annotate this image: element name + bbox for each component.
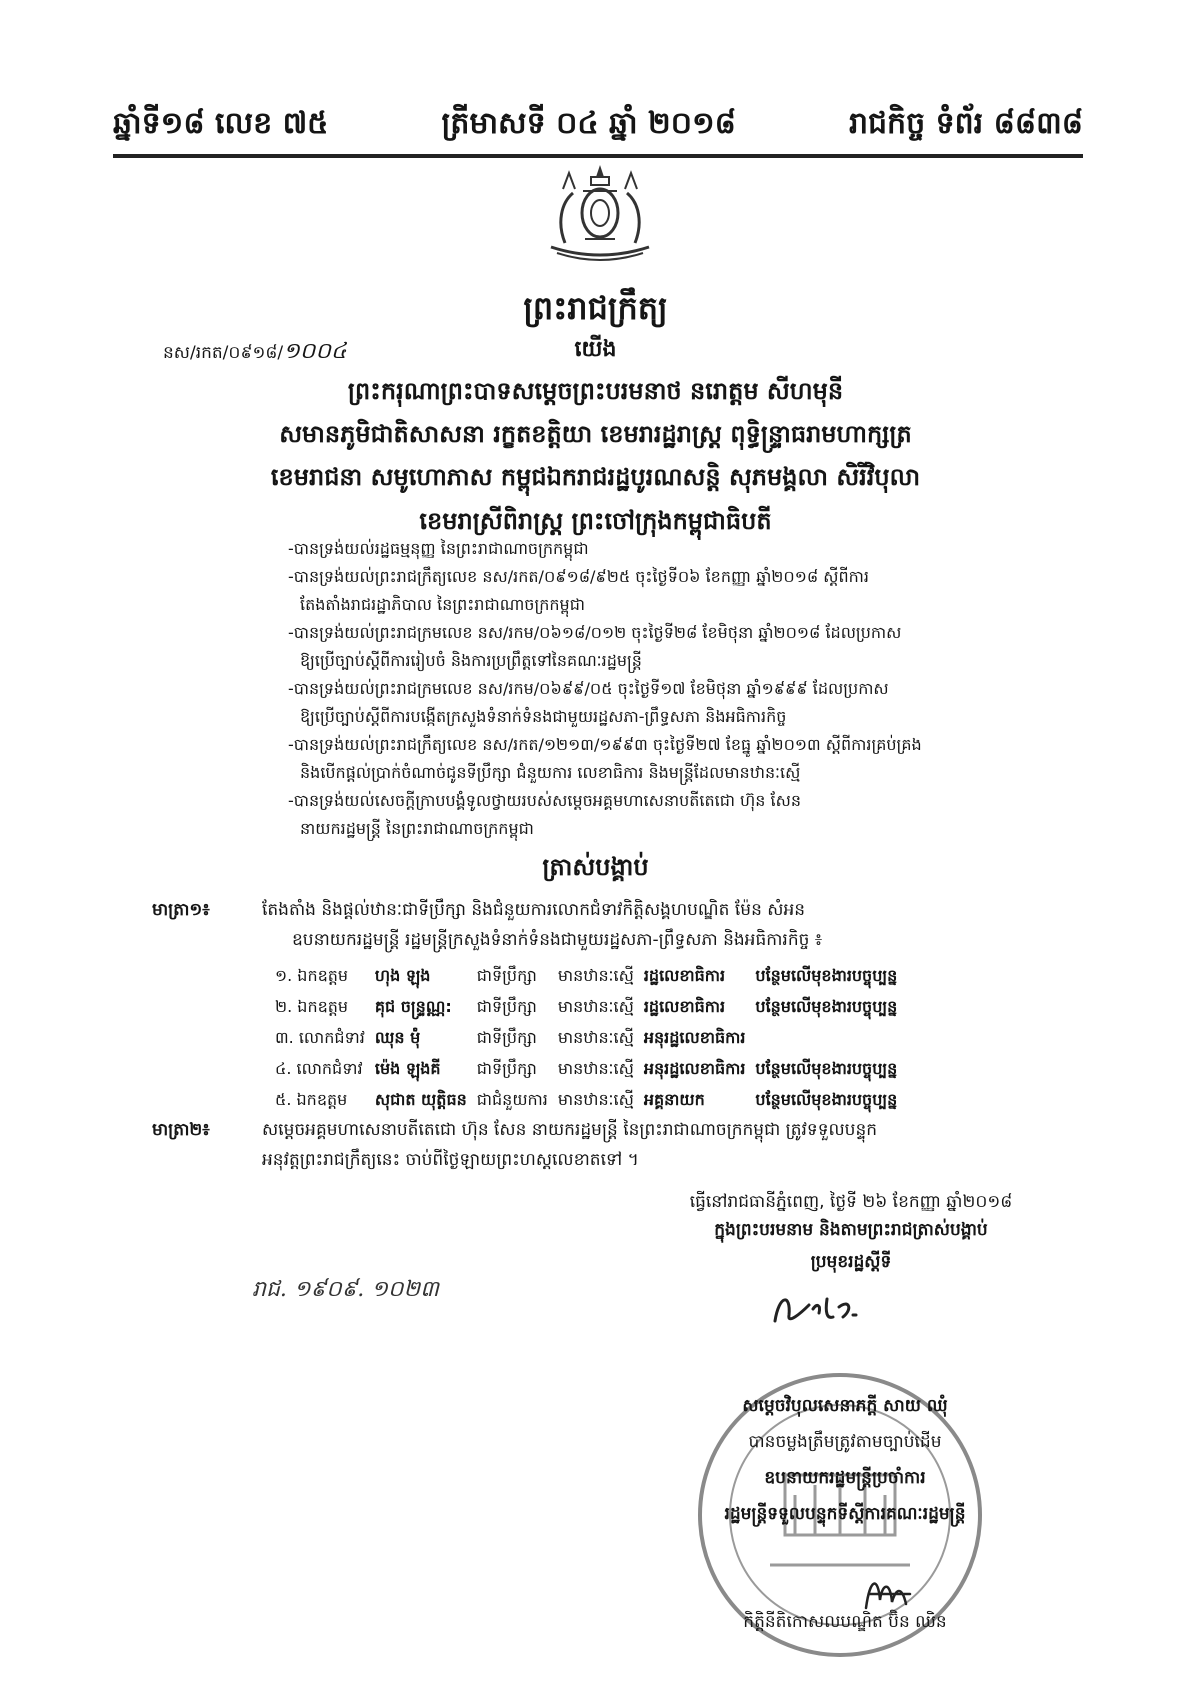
article-text: អនុវត្តព្រះរាជក្រឹត្យនេះ ចាប់ពីថ្ងៃឡាយព្រះហស្តលេខាតទៅ ។ xyxy=(262,1150,639,1170)
member-name: ហុង ឡុង xyxy=(374,965,431,985)
signing-authority xyxy=(641,1214,1061,1278)
king-title-line: សមានភូមិជាតិសាសនា រក្ខតខត្តិយា ខេមរារដ្ឋរាស្ត្រ ពុទ្ធិន្ទ្រាធរាមហាក្សត្រ xyxy=(279,420,912,449)
member-no-title: ៣. លោកជំទាវ xyxy=(275,1027,365,1047)
member-role: ជាទីប្រឹក្សា xyxy=(476,996,537,1016)
member-rank: រដ្ឋលេខាធិការ xyxy=(643,965,726,985)
member-role: ជាទីប្រឹក្សា xyxy=(476,1027,537,1047)
member-name: សុជាត យុត្តិធន xyxy=(374,1089,467,1109)
handwritten-record: រាជ. ១៩០៩. ១០២៣ xyxy=(252,1277,439,1302)
recital-line: -បានទ្រង់យល់រដ្ឋធម្មនុញ្ញ នៃព្រះរាជាណាចក្រកម្ពុជា xyxy=(288,539,589,558)
table-row xyxy=(275,1023,907,1054)
we-heading: យើង xyxy=(574,337,617,362)
royal-emblem-icon xyxy=(543,163,657,265)
signature-icon xyxy=(765,1285,885,1333)
certified-copy: បានចម្លងត្រឹមត្រូវតាមច្បាប់ដើម xyxy=(748,1432,942,1452)
orders-heading: ត្រាស់បង្គាប់ xyxy=(542,853,649,881)
king-title-block xyxy=(170,370,1021,543)
member-note: បន្ថែមលើមុខងារបច្ចុប្បន្ន xyxy=(755,1089,898,1109)
certifier-post: រដ្ឋមន្ត្រីទទួលបន្ទុកទីស្តីការគណៈរដ្ឋមន្ត្រី xyxy=(724,1504,966,1524)
king-title-line: ខេមរាជនា សមូហោភាស កម្ពុជឯករាជរដ្ឋបូរណសន្តិ សុភមង្គលា សិរីវិបុលា xyxy=(270,463,921,492)
acting-head-of-state: ប្រមុខរដ្ឋស្តីទី xyxy=(810,1252,892,1272)
decree-number-handwritten: ១០០៤ xyxy=(283,339,347,364)
place-date: ធ្វើនៅរាជធានីភ្នំពេញ, ថ្ងៃទី ២៦ ខែកញ្ញា ឆ្នាំ២០១៨ xyxy=(689,1192,1013,1212)
member-rank: រដ្ឋលេខាធិការ xyxy=(643,996,726,1016)
member-rank-lbl: មានឋានៈស្មើ xyxy=(557,1058,634,1078)
recital-line: ឱ្យប្រើច្បាប់ស្តីពីការបង្កើតក្រសួងទំនាក់ទំនងជាមួយរដ្ឋសភា-ព្រឹទ្ធសភា និងអធិការកិច្ច xyxy=(300,707,787,726)
recital-line: នាយករដ្ឋមន្ត្រី នៃព្រះរាជាណាចក្រកម្ពុជា xyxy=(300,819,534,838)
member-note: បន្ថែមលើមុខងារបច្ចុប្បន្ន xyxy=(755,1058,898,1078)
article-text: ឧបនាយករដ្ឋមន្ត្រី រដ្ឋមន្ត្រីក្រសួងទំនាក់ទំនងជាមួយរដ្ឋសភា-ព្រឹទ្ធសភា និងអធិការកិច្ច ៖ xyxy=(292,930,823,950)
member-rank: អនុរដ្ឋលេខាធិការ xyxy=(643,1058,746,1078)
signature-icon xyxy=(860,1570,920,1615)
member-no-title: ៤. លោកជំទាវ xyxy=(275,1058,363,1078)
member-note: បន្ថែមលើមុខងារបច្ចុប្បន្ន xyxy=(755,996,898,1016)
member-note: បន្ថែមលើមុខងារបច្ចុប្បន្ន xyxy=(755,965,898,985)
issue-date: ត្រីមាសទី ០៤ ឆ្នាំ ២០១៨ xyxy=(441,106,736,141)
member-rank-lbl: មានឋានៈស្មើ xyxy=(557,996,634,1016)
king-title-line: ខេមរាស្រីពិរាស្ត្រ ព្រះចៅក្រុងកម្ពុជាធិបតី xyxy=(419,506,772,535)
article-text: តែងតាំង និងផ្តល់ឋានៈជាទីប្រឹក្សា និងជំនួយការលោកជំទាវកិត្តិសង្គហបណ្ឌិត ម៉ែន សំអន xyxy=(262,900,806,920)
table-row xyxy=(275,961,907,992)
decree-number-printed: នស/រកត/០៩១៨/ xyxy=(163,343,284,363)
certifier-signer: កិត្តិនីតិកោសលបណ្ឌិត ប៊ិន ឈិន xyxy=(743,1612,947,1632)
member-rank-lbl: មានឋានៈស្មើ xyxy=(557,1027,634,1047)
member-no-title: ១. ឯកឧត្តម xyxy=(275,965,349,985)
recital-line: -បានទ្រង់យល់ព្រះរាជក្រឹត្យលេខ នស/រកត/១២១៣/១៩៩៣ ចុះថ្ងៃទី២៧ ខែធ្នូ ឆ្នាំ២០១៣ ស្តីពីការគ្រប់គ្រង xyxy=(288,735,922,754)
article-text: សម្តេចអគ្គមហាសេនាបតីតេជោ ហ៊ុន សែន នាយករដ្ឋមន្ត្រី នៃព្រះរាជាណាចក្រកម្ពុជា ត្រូវទទួលបន្ទុក xyxy=(262,1120,878,1140)
recitals-list xyxy=(288,535,1048,843)
on-behalf-line: ក្នុងព្រះបរមនាម និងតាមព្រះរាជត្រាស់បង្គាប់ xyxy=(714,1220,988,1240)
member-note xyxy=(755,1023,907,1054)
member-rank-lbl: មានឋានៈស្មើ xyxy=(557,1089,634,1109)
certification-block xyxy=(650,1388,1040,1640)
member-no-title: ២. ឯកឧត្តម xyxy=(275,996,349,1016)
recital-line: -បានទ្រង់យល់ព្រះរាជក្រមលេខ នស/រកម/០៦១៨/០១២ ចុះថ្ងៃទី២៨ ខែមិថុនា ឆ្នាំ២០១៨ ដែលប្រកាស xyxy=(288,623,902,642)
table-row xyxy=(275,992,907,1023)
gazette-header xyxy=(113,92,1083,158)
member-name: គុជ ចន្ទ្រណ្ណ: xyxy=(374,996,452,1016)
certifier-post: ឧបនាយករដ្ឋមន្ត្រីប្រចាំការ xyxy=(764,1468,926,1488)
article-label: មាត្រា១៖ xyxy=(152,900,210,920)
table-row xyxy=(275,1054,907,1085)
member-role: ជាជំនួយការ xyxy=(476,1089,548,1109)
issue-number: ឆ្នាំទី១៨ លេខ ៧៥ xyxy=(113,106,329,141)
article-label: មាត្រា២៖ xyxy=(152,1120,210,1140)
member-rank: អគ្គនាយក xyxy=(643,1089,705,1109)
table-row xyxy=(275,1085,907,1116)
member-rank: អនុរដ្ឋលេខាធិការ xyxy=(643,1027,746,1047)
recital-line: -បានទ្រង់យល់ព្រះរាជក្រឹត្យលេខ នស/រកត/០៩១៨/៩២៥ ចុះថ្ងៃទី០៦ ខែកញ្ញា ឆ្នាំ២០១៨ ស្តីពីការ xyxy=(288,567,869,586)
king-title-line: ព្រះករុណាព្រះបាទសម្តេចព្រះបរមនាថ នរោត្តម សីហមុនី xyxy=(347,377,844,405)
page-number: រាជកិច្ច ទំព័រ ៨៨៣៨ xyxy=(848,106,1083,141)
member-rank-lbl: មានឋានៈស្មើ xyxy=(557,965,634,985)
recital-line: -បានទ្រង់យល់សេចក្តីក្រាបបង្គំទូលថ្វាយរបស់សម្តេចអគ្គមហាសេនាបតីតេជោ ហ៊ុន សែន xyxy=(288,791,801,810)
certifier-name: សម្តេចវិបុលសេនាភក្តី សាយ ឈុំ xyxy=(742,1396,948,1416)
member-name: ឈុន ម៉ុំ xyxy=(374,1027,421,1047)
article-1 xyxy=(152,895,1032,955)
article-2 xyxy=(152,1115,1032,1175)
recital-line: និងបើកផ្តល់ប្រាក់ចំណាច់ជូនទីប្រឹក្សា ជំនួយការ លេខាធិការ និងមន្ត្រីដែលមានឋានៈស្មើ xyxy=(300,763,801,782)
recital-line: -បានទ្រង់យល់ព្រះរាជក្រមលេខ នស/រកម/០៦៩៩/០៥ ចុះថ្ងៃទី១៧ ខែមិថុនា ឆ្នាំ១៩៩៩ ដែលប្រកាស xyxy=(288,679,889,698)
recital-line: ឱ្យប្រើច្បាប់ស្តីពីការរៀបចំ និងការប្រព្រឹត្តទៅនៃគណៈរដ្ឋមន្ត្រី xyxy=(300,651,642,670)
decree-title: ព្រះរាជក្រឹត្យ xyxy=(523,289,668,327)
appointees-table xyxy=(275,961,907,1116)
member-name: ម៉េង ឡុងគី xyxy=(374,1058,441,1078)
recital-line: តែងតាំងរាជរដ្ឋាភិបាល នៃព្រះរាជាណាចក្រកម្ពុជា xyxy=(300,595,585,614)
member-no-title: ៥. ឯកឧត្តម xyxy=(275,1089,348,1109)
member-role: ជាទីប្រឹក្សា xyxy=(476,1058,537,1078)
member-role: ជាទីប្រឹក្សា xyxy=(476,965,537,985)
